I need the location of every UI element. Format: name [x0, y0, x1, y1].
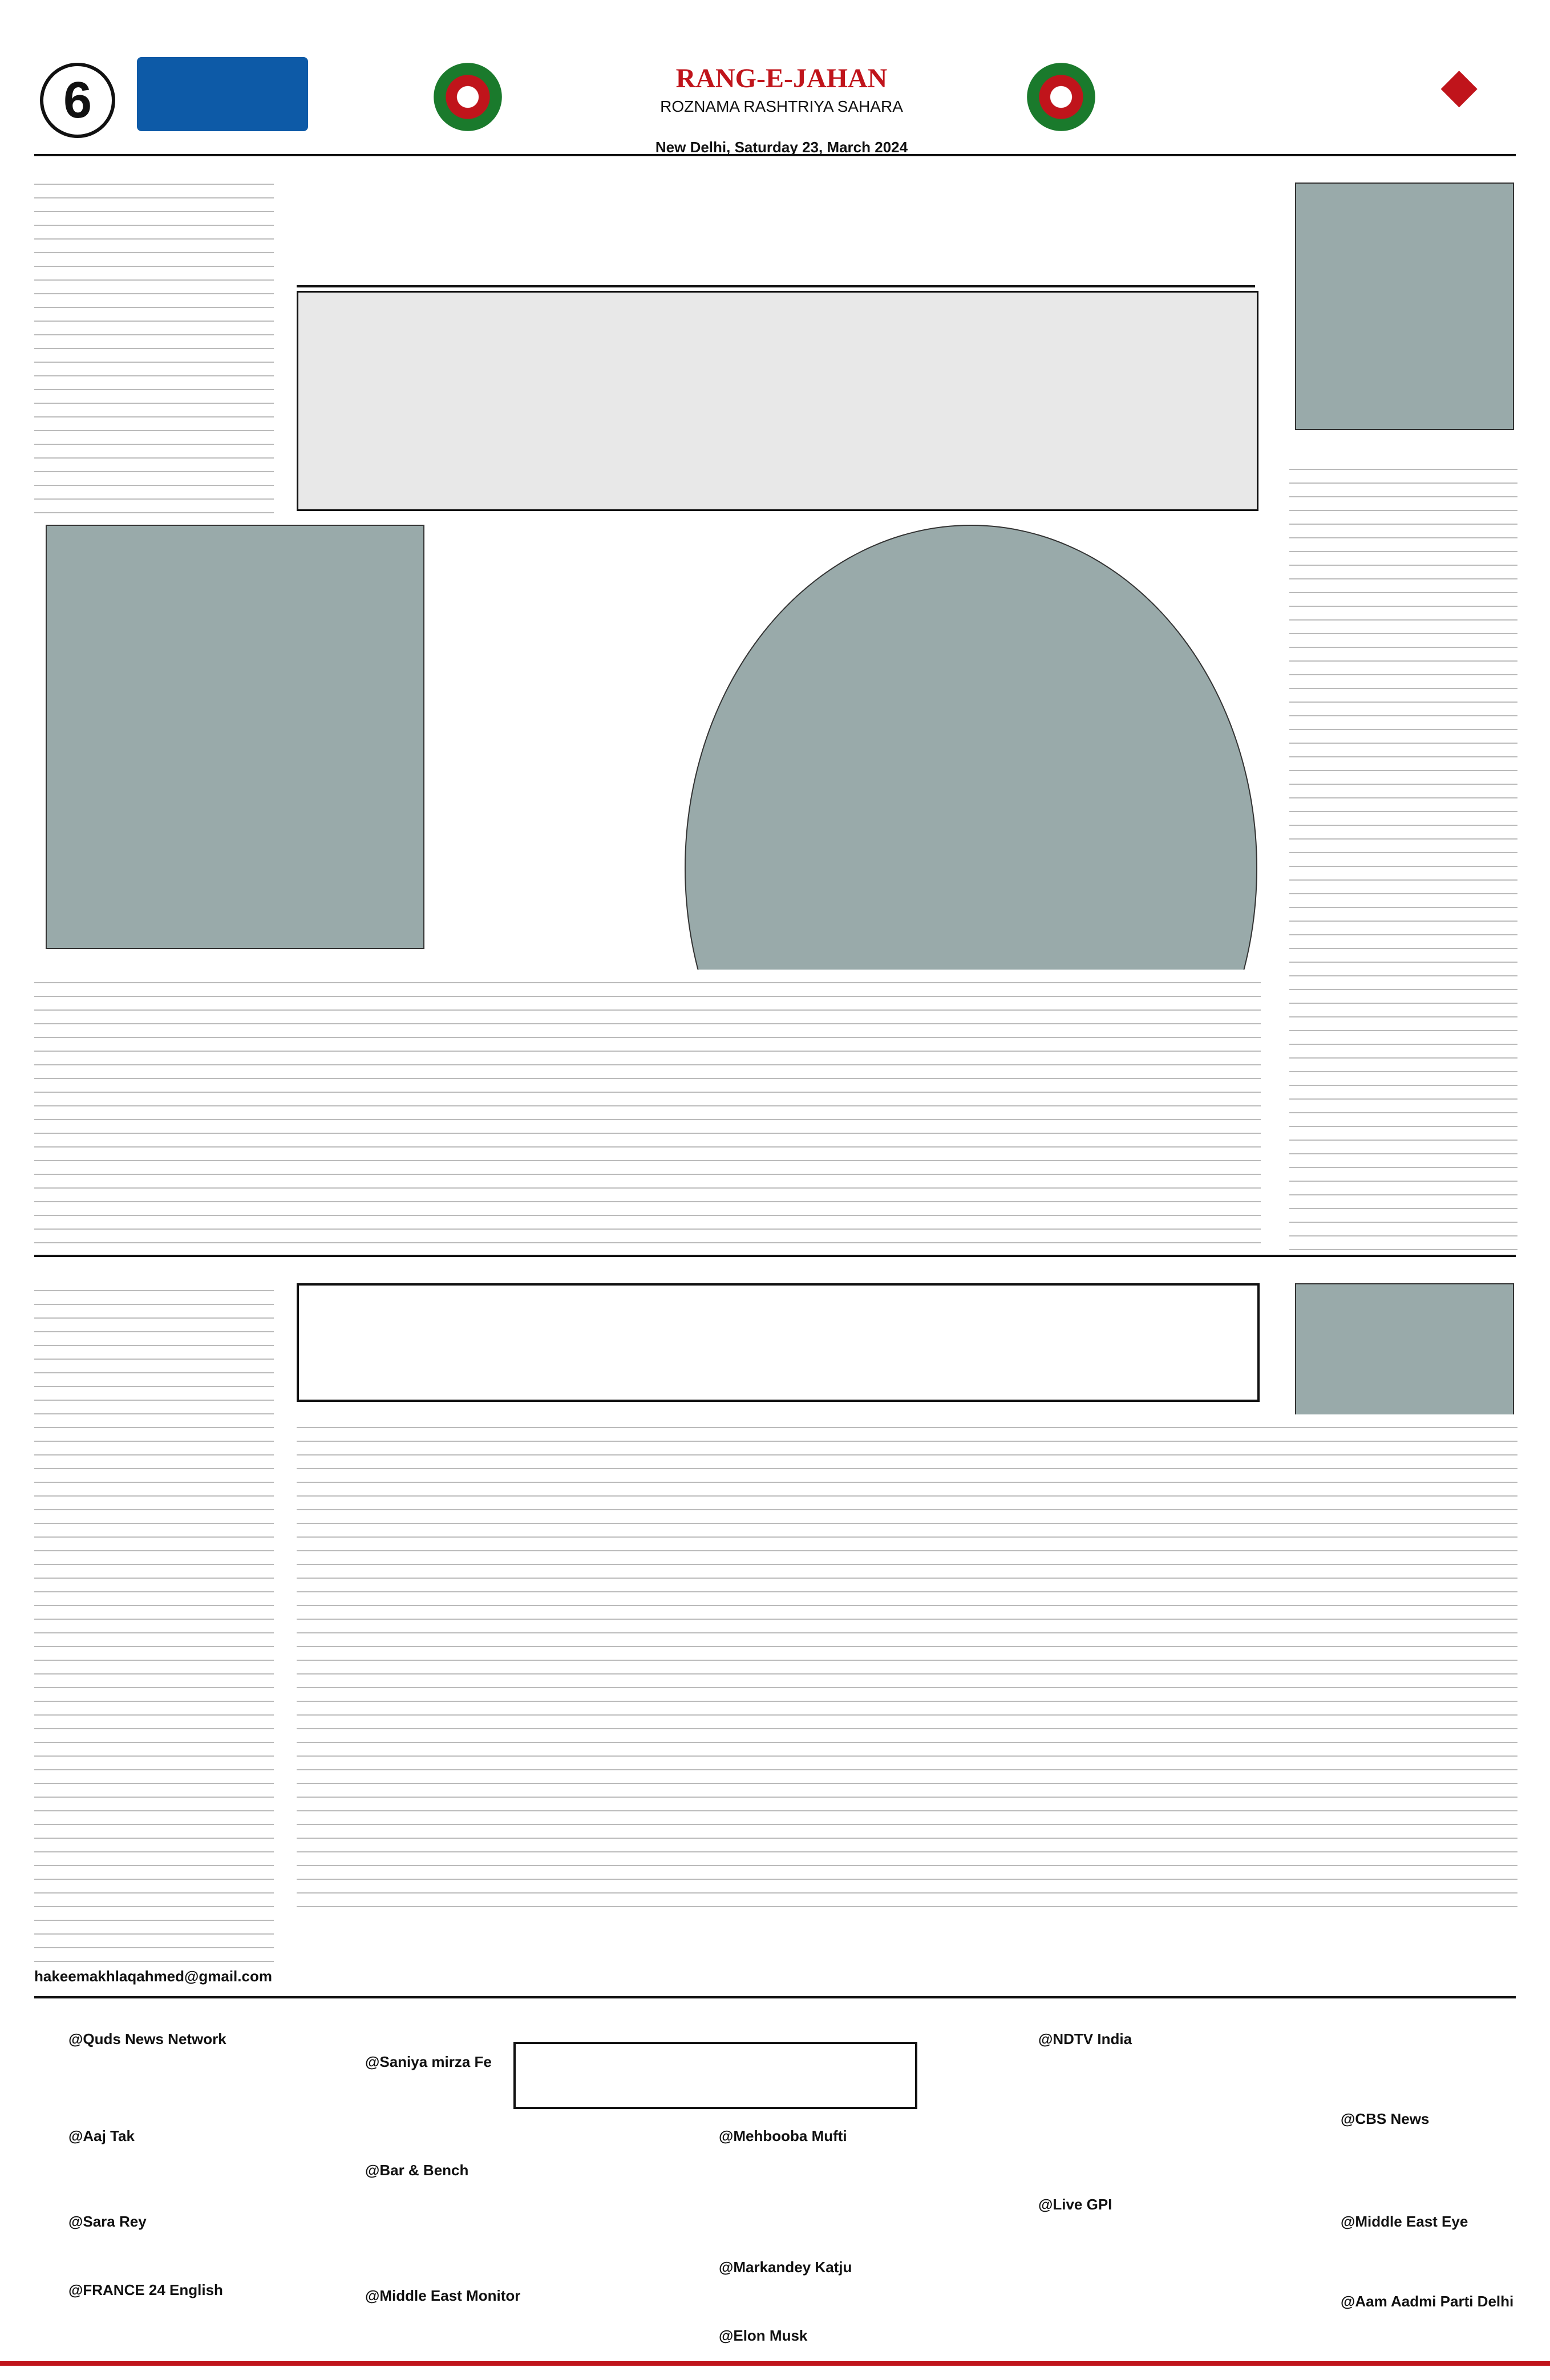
emblem-icon	[1027, 63, 1095, 131]
handle-label: @Sara Rey	[68, 2213, 147, 2230]
dateline: New Delhi, Saturday 23, March 2024	[655, 139, 908, 156]
text-column	[1289, 456, 1517, 1255]
text-column	[34, 171, 274, 513]
brand-title: RANG-E-JAHAN	[675, 63, 888, 94]
emblem-icon	[434, 63, 502, 131]
x-world-header	[513, 2042, 917, 2109]
handle-label: @Mehbooba Mufti	[719, 2127, 847, 2144]
section-divider	[34, 1996, 1516, 1998]
top-headline	[297, 217, 1255, 287]
handle-label: @Markandey Katju	[719, 2259, 852, 2276]
rang-e-jahan-logo: ◆	[1440, 57, 1478, 113]
mid-headline	[297, 1283, 1260, 1402]
section-divider	[34, 1255, 1516, 1257]
author-email: hakeemakhlaqahmed@gmail.com	[34, 1968, 272, 1985]
handle-label: @Aaj Tak	[68, 2127, 135, 2144]
text-columns	[297, 1414, 1517, 1916]
footer-band	[0, 2361, 1550, 2366]
market-photo	[46, 525, 424, 949]
author-photo	[1295, 183, 1514, 430]
brand-subtitle: ROZNAMA RASHTRIYA SAHARA	[660, 98, 903, 115]
handle-label: @CBS News	[1341, 2110, 1430, 2127]
handle-label: @Elon Musk	[719, 2327, 808, 2344]
handle-label: @Saniya mirza Fe	[365, 2053, 492, 2070]
handle-label: @Aam Aadmi Parti Delhi	[1341, 2293, 1514, 2310]
handle-label: @NDTV India	[1038, 2030, 1132, 2047]
handle-label: @Quds News Network	[68, 2030, 226, 2047]
handle-label: @Middle East Eye	[1341, 2213, 1468, 2230]
handle-label: @Live GPI	[1038, 2196, 1112, 2213]
page-number: 6	[40, 63, 115, 138]
handle-label: @Bar & Bench	[365, 2162, 469, 2179]
text-column	[34, 1278, 274, 1962]
masthead-title	[639, 63, 924, 156]
top-standfirst	[297, 291, 1258, 511]
sahara-logo	[137, 57, 308, 131]
text-columns	[34, 970, 1261, 1243]
handle-label: @Middle East Monitor	[365, 2287, 521, 2304]
handle-label: @FRANCE 24 English	[68, 2281, 223, 2298]
